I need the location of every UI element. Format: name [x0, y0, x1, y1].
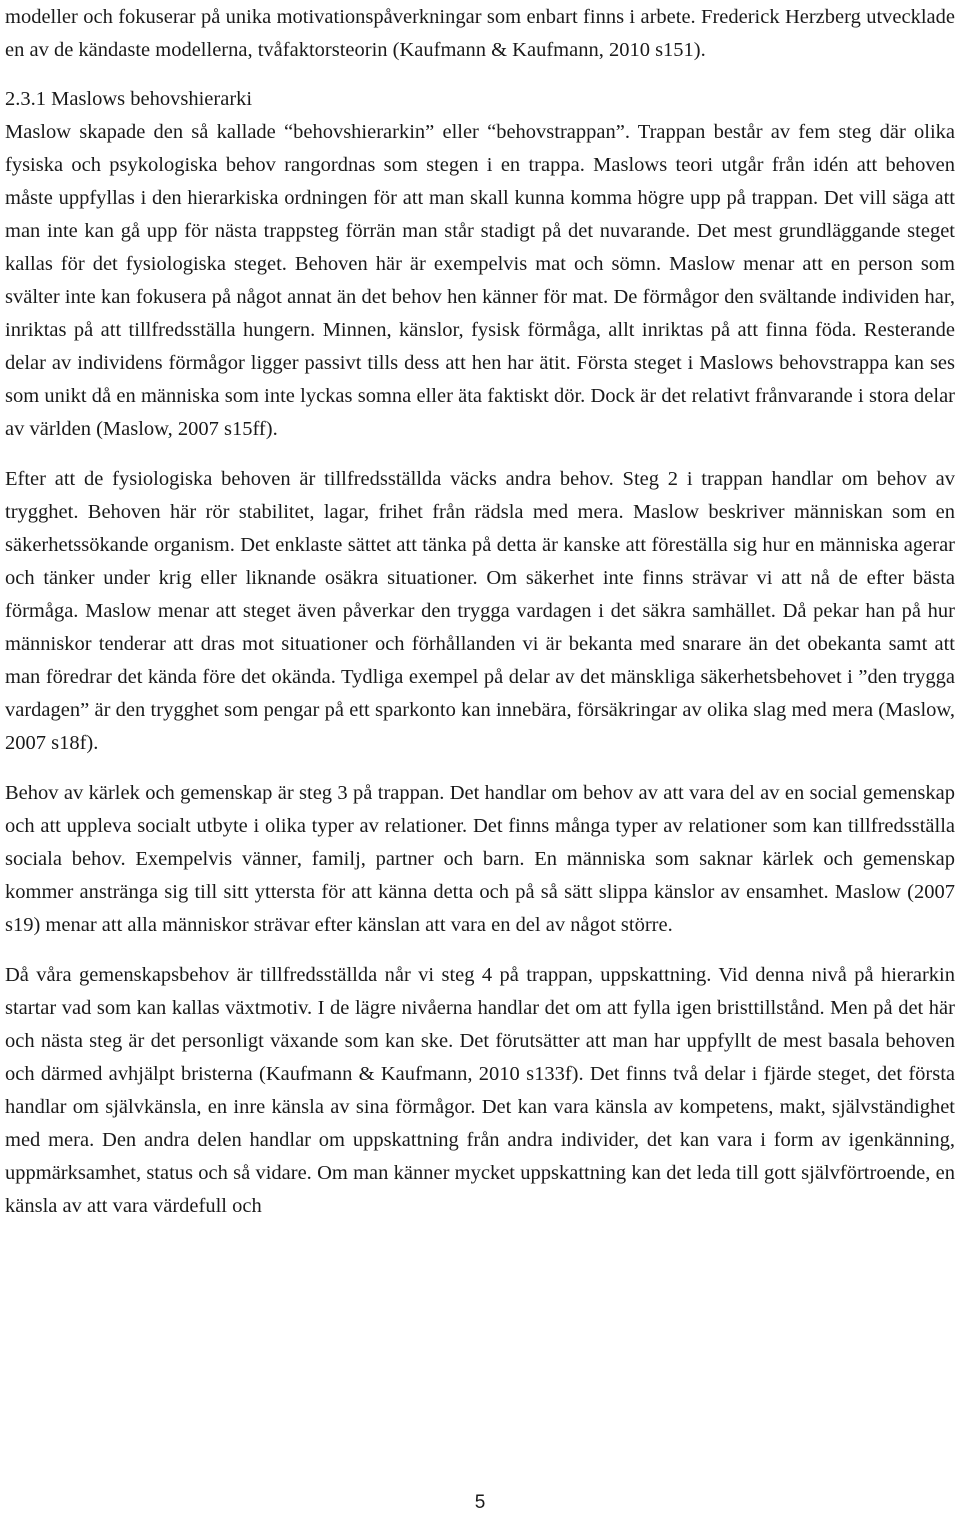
section-heading: 2.3.1 Maslows behovshierarki	[5, 88, 253, 110]
paragraph-safety: Efter att de fysiologiska behoven är tillfredsställda väcks andra behov. Steg 2 i trappan handlar om behov av trygghet. Behoven här rör stabilitet, lagar, frihet från rädsla med mera. Maslow beskriver människan som en säkerhetssökande organism. Det enklaste sättet att tänka på detta är kanske att föreställa sig hur en människa agerar och tänker under krig eller liknande osäkra situationer. Om säkerhet inte finns strävar vi att nå de efter bästa förmåga. Maslow menar att steget även påverkar den trygga vardagen i det säkra samhället. Då pekar han på hur människor tenderar att dras mot situationer och förhållanden vi är bekanta med snarare än det obekanta samt att man föredrar det kända före det okända. Tydliga exempel på delar av det mänskliga säkerhetsbehovet i ”den trygga vardagen” är den trygghet som pengar på ett sparkonto kan innebära, försäkringar av olika slag med mera (Maslow, 2007 s18f).	[5, 468, 955, 754]
paragraph-love-belonging: Behov av kärlek och gemenskap är steg 3 på trappan. Det handlar om behov av att vara del av en social gemenskap och att uppleva socialt utbyte i olika typer av relationer. Det finns många typer av relationer som kan tillfredsställa sociala behov. Exempelvis vänner, familj, partner och barn. En människa som saknar kärlek och gemenskap kommer anstränga sig till sitt yttersta för att känna detta och på så sätt slippa känslor av ensamhet. Maslow (2007 s19) menar att alla människor strävar efter känslan att vara en del av något större.	[5, 782, 955, 936]
paragraph-esteem: Då våra gemenskapsbehov är tillfredsställda når vi steg 4 på trappan, uppskattning. Vid denna nivå på hierarkin startar vad som kan kallas växtmotiv. I de lägre nivåerna handlar det om att fylla igen bristtillstånd. Men på det här och nästa steg är det personligt växande som kan ske. Det förutsätter att man har uppfyllt de mest basala behoven och därmed avhjälpt bristerna (Kaufmann & Kaufmann, 2010 s133f). Det finns två delar i fjärde steget, det första handlar om självkänsla, en inre känsla av sina förmågor. Det kan vara känsla av kompetens, makt, självständighet med mera. Den andra delen handlar om uppskattning från andra individer, det kan vara i form av igenkänning, uppmärksamhet, status och så vidare. Om man känner mycket uppskattning kan det leda till gott självförtroende, en känsla av att vara värdefull och	[5, 964, 955, 1217]
intro-paragraph: modeller och fokuserar på unika motivationspåverkningar som enbart finns i arbete. Frederick Herzberg utvecklade en av de kändaste modellerna, tvåfaktorsteorin (Kaufmann & Kaufmann, 2010 s151).	[5, 6, 955, 61]
page-number: 5	[474, 1492, 486, 1513]
paragraph-physiological: Maslow skapade den så kallade “behovshierarkin” eller “behovstrappan”. Trappan består av fem steg där olika fysiska och psykologiska behov rangordnas som stegen i en trappa. Maslows teori utgår från idén att behoven måste uppfyllas i den hierarkiska ordningen för att man skall kunna komma högre upp på trappan. Det vill säga att man inte kan gå upp för nästa trappsteg förrän man står stadigt på det nuvarande. Det mest grundläggande steget kallas för det fysiologiska steget. Behoven här är exempelvis mat och sömn. Maslow menar att en person som svälter inte kan fokusera på något annat än det behov hen känner för mat. De förmågor den svältande individen har, inriktas på att tillfredsställa hungern. Minnen, känslor, fysisk förmåga, allt inriktas på att finna föda. Resterande delar av individens förmågor ligger passivt tills dess att hen har ätit. Första steget i Maslows behovstrappa kan ses som unikt då en människa som inte lyckas somna eller äta faktiskt dör. Dock är det relativt frånvarande i stora delar av världen (Maslow, 2007 s15ff).	[5, 121, 955, 440]
